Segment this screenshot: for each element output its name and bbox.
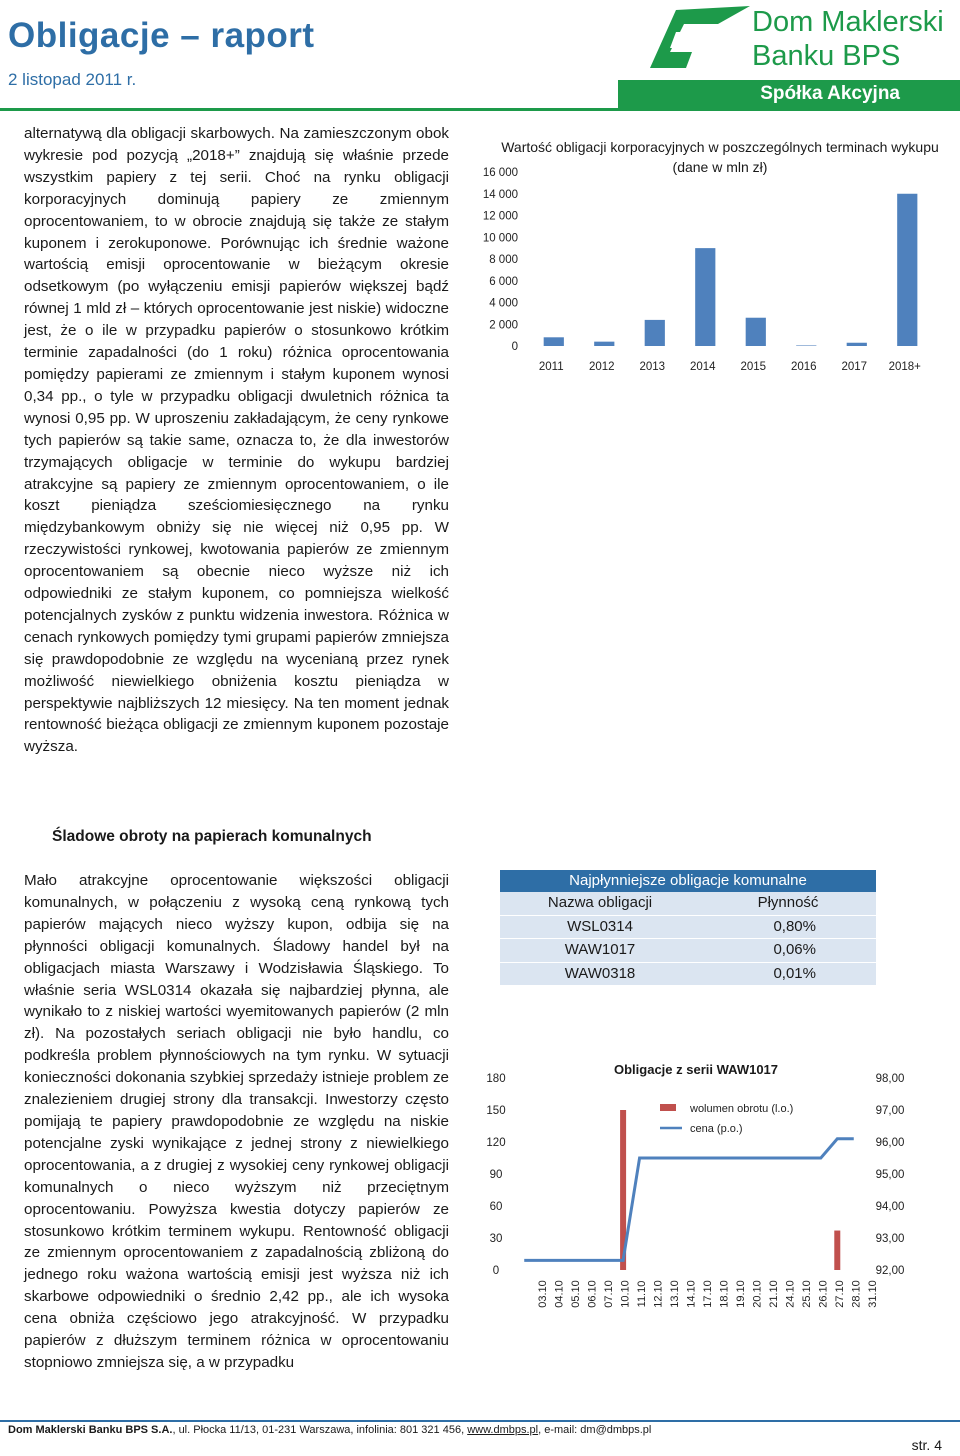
x-tick-label: 2014 [689, 361, 716, 373]
header-band [618, 80, 960, 108]
x-tick-label: 21.10 [767, 1280, 780, 1308]
x-tick-label: 2017 [841, 361, 868, 373]
bar [544, 337, 564, 346]
y-right-tick-label: 94,00 [875, 1201, 905, 1213]
y-right-tick-label: 95,00 [875, 1169, 905, 1181]
x-tick-label: 13.10 [669, 1280, 682, 1308]
table-header-liquidity: Płynność [757, 894, 819, 911]
table-row [500, 939, 876, 963]
x-tick-label: 26.10 [817, 1280, 830, 1308]
footer-contact [8, 1424, 651, 1436]
bar [897, 194, 917, 346]
x-tick-label: 18.10 [718, 1280, 731, 1308]
paragraph: Mało atrakcyjne oprocentowanie większości obligacji komunalnych, w połączeniu z wysoką ceną rynkową tych papierów mających nieco wyższy kupon, odbija się na płynności obligacji komunalnych. Śladowy handel był na obligacjach miasta Warszawy i Wodzisławia Śląskiego. To właśnie seria WSL0314 okazała się najbardziej płynna, ale wynikało to z niskiej wartości wyemitowanych papierów (2 mln zł). Na pozostałych seriach obligacji nie było handlu, co podkreśla problem płynnościowych na tym rynku. W sytuacji konieczności dokonania szybkiej sprzedaży istnieje problem ze znalezieniem drugiej strony dla transakcji. Inwestorzy często pomijają te papiery prawdopodobnie ze względu na niskie potencjalne zyski wynikające z jednej strony z niewielkiego oprocentowania, a z drugiej z wysokiej ceny rynkowej obligacji komunalnych o nieco wyższym niż przeciętnym oprocentowaniu. Powyższa kwestia dotyczy papierów ze stosunkowo krótkim terminem wykupu. Rentowność obligacji ze zmiennym oprocentowaniem z zapadalnością zbliżoną do jednego roku ważona wartością emisji jest wyższa niż ich skarbowe odpowiedniki o średnio 2,42 pp., ale ich wysoka cena obniża częściowo jego atrakcyjność. W przypadku papierów z dłuższym terminem różnica w oprocentowaniu stopniowo zmniejsza się, a w przypadku [24, 872, 449, 1371]
report-title: Obligacje – raport [8, 16, 315, 55]
legend-volume-swatch [660, 1104, 676, 1111]
y-left-tick-label: 180 [486, 1073, 506, 1085]
y-left-tick-label: 60 [489, 1201, 503, 1213]
x-tick-label: 24.10 [784, 1280, 797, 1308]
footer-website-link[interactable]: www.dmbps.pl [467, 1424, 539, 1436]
section-heading: Śladowe obroty na papierach komunalnych [52, 828, 372, 845]
x-tick-label: 27.10 [833, 1280, 846, 1308]
x-tick-label: 28.10 [850, 1280, 863, 1308]
x-tick-label: 04.10 [553, 1280, 566, 1308]
x-tick-label: 10.10 [619, 1280, 632, 1308]
x-tick-label: 2012 [588, 361, 615, 373]
x-tick-label: 12.10 [652, 1280, 665, 1308]
header-rule [0, 108, 960, 111]
bar [746, 318, 766, 346]
bar [594, 342, 614, 346]
bar [796, 345, 816, 346]
bar [645, 320, 665, 346]
x-tick-label: 03.10 [537, 1280, 550, 1308]
article-text-b [24, 870, 449, 1374]
x-tick-label: 2018+ [888, 361, 921, 373]
logo-text-line2: Banku BPS [752, 40, 901, 72]
paragraph: alternatywą dla obligacji skarbowych. Na zamieszczonym obok wykresie pod pozycją „2018+” znajdują się właśnie przede wszystkim papiery z tej serii. Choć na rynku obligacji korporacyjnych dominują papiery ze zmiennym oprocentowaniem, to w obrocie znajdują się także ze stałym kuponem i zerokuponowe. Porównując ich średnie ważone wartością emisji oprocentowanie w bieżącym okresie odsetkowym (po wyłączeniu emisji papierów większej bądź równej 1 mld zł – których oprocentowanie jest niskie) widoczne jest, że o ile w przypadku papierów o stosunkowo krótkim terminie zapadalności (do 1 roku) różnica oprocentowania pomiędzy papierami ze zmiennym i stałym kuponem wynosi 0,34 pp., o tyle w przypadku obligacji dwuletnich różnica ta wynosi 0,95 pp. W uproszeniu zakładającym, że ceny rynkowe tych papierów są takie same, oznacza to, że dla inwestorów trzymających obligacje w terminie do wykupu bardziej atrakcyjne są papiery ze zmiennym oprocentowaniem, o ile koszt pieniądza sześciomiesięcznego na rynku międzybankowym obniży się nie więcej niż 0,95 pp. W rzeczywistości rynkowej, kwotowania papierów ze zmiennym oprocentowaniem są obecnie nieco wyższe niż ich odpowiedniki ze stałym kuponem, co pomniejsza wielkość potencjalnych zysków z punktu widzenia inwestora. Różnica w cenach rynkowych pomiędzy tymi grupami papierów zmniejsza się prawdopodobnie ze względu na wycenianą przez rynek możliwość niewielkiego obniżenia kosztu pieniądza w perspektywie najbliższych 12 miesięcy. Na ten moment jednak rentowność bieżąca obligacji ze zmiennym kuponem pozostaje wyższa. [24, 125, 449, 756]
article-text-a [24, 123, 449, 758]
x-tick-label: 20.10 [751, 1280, 764, 1308]
x-tick-label: 11.10 [636, 1280, 649, 1308]
footer-rule [0, 1420, 960, 1422]
x-tick-label: 2011 [538, 361, 564, 373]
x-tick-label: 2015 [740, 361, 767, 373]
table-row [500, 963, 876, 987]
y-right-tick-label: 97,00 [875, 1105, 905, 1117]
x-tick-label: 19.10 [734, 1280, 747, 1308]
x-tick-label: 2016 [790, 361, 817, 373]
page-number: str. 4 [911, 1437, 942, 1453]
table-cell-liquidity: 0,01% [773, 964, 816, 982]
x-tick-label: 25.10 [800, 1280, 813, 1308]
footer-company: Dom Maklerski Banku BPS S.A. [8, 1424, 173, 1436]
chart2-title: Obligacje z serii WAW1017 [614, 1062, 779, 1077]
price-line [524, 1139, 854, 1261]
y-tick-label: 16 000 [482, 167, 518, 179]
y-tick-label: 4 000 [489, 297, 518, 310]
y-tick-label: 6 000 [489, 275, 518, 288]
logo-text-line1: Dom Maklerski [752, 6, 944, 38]
logo-mark [646, 2, 756, 78]
x-tick-label: 31.10 [866, 1280, 879, 1308]
x-tick-label: 07.10 [603, 1280, 616, 1308]
table-row [500, 916, 876, 940]
x-tick-label: 06.10 [586, 1280, 599, 1308]
footer-email: , e-mail: dm@dmbps.pl [538, 1424, 652, 1436]
y-right-tick-label: 96,00 [875, 1137, 905, 1149]
x-tick-label: 17.10 [702, 1280, 714, 1308]
y-right-tick-label: 98,00 [875, 1073, 905, 1085]
report-date: 2 listopad 2011 r. [8, 70, 137, 89]
table-title: Najpłynniejsze obligacje komunalne [500, 870, 876, 892]
x-tick-label: 14.10 [685, 1280, 698, 1308]
y-left-tick-label: 0 [492, 1265, 500, 1277]
table-cell-name: WSL0314 [567, 917, 633, 935]
y-tick-label: 8 000 [489, 254, 518, 266]
y-tick-label: 0 [511, 341, 518, 353]
table-header-row [500, 892, 876, 916]
logo-band-text: Spółka Akcyjna [760, 83, 900, 104]
y-right-tick-label: 93,00 [875, 1233, 905, 1245]
bar [695, 248, 715, 346]
y-left-tick-label: 150 [486, 1105, 506, 1117]
y-left-tick-label: 90 [489, 1169, 503, 1181]
x-tick-label: 05.10 [570, 1280, 583, 1308]
legend-volume-label: wolumen obrotu (l.o.) [690, 1103, 794, 1115]
table-header-name: Nazwa obligacji [547, 894, 653, 911]
footer-address: , ul. Płocka 11/13, 01-231 Warszawa, infolinia: 801 321 456, [172, 1424, 468, 1436]
y-right-tick-label: 92,00 [875, 1265, 905, 1277]
volume-bar [834, 1231, 840, 1270]
chart1-title: Wartość obligacji korporacyjnych w poszczególnych terminach wykupu (dane w mln zł) [501, 139, 939, 175]
table-cell-liquidity: 0,80% [773, 917, 816, 935]
y-tick-label: 14 000 [482, 188, 518, 201]
table-cell-name: WAW0318 [564, 964, 636, 982]
table-cell-liquidity: 0,06% [773, 941, 816, 958]
y-tick-label: 2 000 [489, 319, 518, 332]
chart1-maturity-bars [470, 160, 950, 390]
legend-price-label: cena (p.o.) [690, 1123, 743, 1135]
y-left-tick-label: 30 [489, 1233, 503, 1245]
liquidity-table [500, 870, 876, 986]
x-tick-label: 2013 [639, 361, 666, 373]
table-cell-name: WAW1017 [564, 941, 636, 958]
y-tick-label: 10 000 [482, 232, 518, 245]
y-tick-label: 12 000 [482, 210, 518, 223]
y-left-tick-label: 120 [486, 1137, 506, 1149]
chart2-waw1017 [470, 1060, 950, 1320]
bar [847, 343, 867, 346]
